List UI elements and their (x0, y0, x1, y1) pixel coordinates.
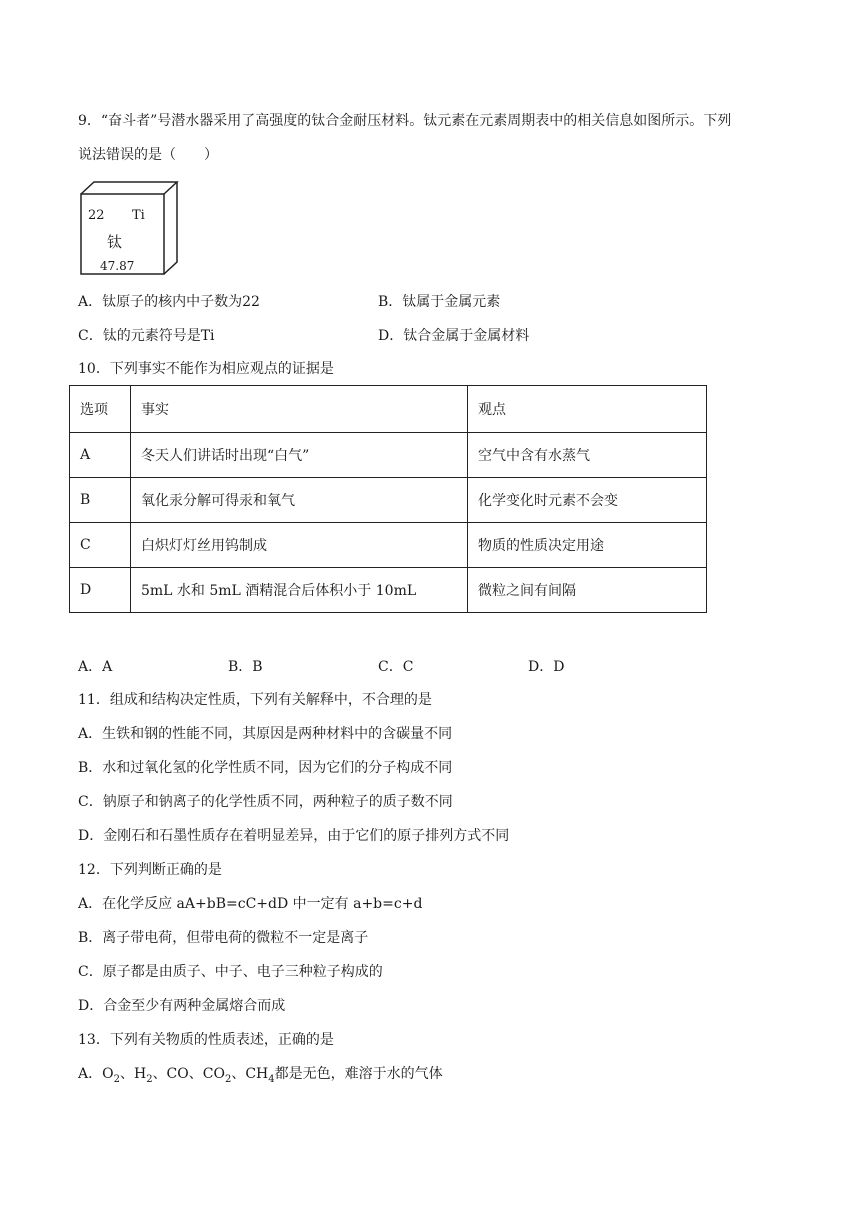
table-cell: 氧化汞分解可得汞和氧气 (131, 478, 468, 523)
q10-option-c: C．C (378, 659, 414, 675)
table-row (70, 433, 707, 478)
evidence-table (69, 385, 707, 613)
subscript: 2 (113, 1073, 120, 1085)
table-row (70, 568, 707, 613)
q10-option-d: D．D (528, 659, 565, 675)
q9-stem-line1: 9．“奋斗者”号潜水器采用了高强度的钛合金耐压材料。钛元素在元素周期表中的相关信息如图所示。下列 (78, 113, 732, 129)
table-cell: B (70, 478, 131, 523)
table-cell: 冬天人们讲话时出现“白气” (131, 433, 468, 478)
q12-option-a: A．在化学反应 aA+bB=cC+dD 中一定有 a+b=c+d (78, 896, 423, 912)
q11-option-d: D．金刚石和石墨性质存在着明显差异，由于它们的原子排列方式不同 (78, 828, 510, 844)
q10-option-a: A．A (78, 659, 113, 675)
subscript: 2 (146, 1073, 153, 1085)
table-cell: D (70, 568, 131, 613)
table-row (70, 523, 707, 568)
q9-option-b: B．钛属于金属元素 (378, 294, 501, 310)
element-symbol: Ti (132, 208, 145, 223)
table-header-cell: 选项 (70, 386, 131, 433)
table-cell: 化学变化时元素不会变 (468, 478, 707, 523)
table-cell: 物质的性质决定用途 (468, 523, 707, 568)
atomic-mass: 47.87 (100, 259, 135, 273)
q13-stem: 13．下列有关物质的性质表述，正确的是 (78, 1032, 334, 1048)
q10-stem: 10．下列事实不能作为相应观点的证据是 (78, 361, 334, 377)
q11-option-c: C．钠原子和钠离子的化学性质不同，两种粒子的质子数不同 (78, 794, 453, 810)
table-cell: C (70, 523, 131, 568)
table-cell: A (70, 433, 131, 478)
q9-stem-line2: 说法错误的是（ ） (78, 147, 218, 163)
q9-option-d: D．钛合金属于金属材料 (378, 328, 530, 344)
q12-stem: 12．下列判断正确的是 (78, 862, 222, 878)
table-row (70, 478, 707, 523)
subscript: 4 (268, 1073, 275, 1085)
q13-option-a-text: A．O (78, 1066, 114, 1082)
table-header-row (70, 386, 707, 433)
q9-option-c: C．钛的元素符号是Ti (78, 328, 215, 344)
q13-option-a-text: 都是无色，难溶于水的气体 (274, 1066, 443, 1082)
q12-option-b: B．离子带电荷，但带电荷的微粒不一定是离子 (78, 930, 369, 946)
table-cell: 微粒之间有间隔 (468, 568, 707, 613)
subscript: 2 (224, 1073, 232, 1085)
q11-option-b: B．水和过氧化氢的化学性质不同，因为它们的分子构成不同 (78, 760, 453, 776)
q11-stem: 11．组成和结构决定性质，下列有关解释中，不合理的是 (78, 692, 432, 708)
atomic-number: 22 (88, 208, 105, 223)
q13-option-a-text: 、H (119, 1066, 147, 1082)
table-header-cell: 观点 (468, 386, 707, 433)
q12-option-c: C．原子都是由质子、中子、电子三种粒子构成的 (78, 964, 383, 980)
q12-option-d: D．合金至少有两种金属熔合而成 (78, 998, 286, 1014)
q10-option-b: B．B (228, 659, 263, 675)
q9-option-a: A．钛原子的核内中子数为22 (78, 294, 260, 310)
q13-option-a-text: 、CO、CO (152, 1066, 225, 1082)
table-cell: 空气中含有水蒸气 (468, 433, 707, 478)
table-cell: 5mL 水和 5mL 酒精混合后体积小于 10mL (131, 568, 468, 613)
q11-option-a: A．生铁和钢的性能不同，其原因是两种材料中的含碳量不同 (78, 726, 453, 742)
table-cell: 白炽灯灯丝用钨制成 (131, 523, 468, 568)
q13-option-a (78, 1064, 443, 1090)
element-name: 钛 (107, 233, 123, 251)
titanium-element-card (80, 181, 184, 275)
table-header-cell: 事实 (131, 386, 468, 433)
q13-option-a-text: 、CH (231, 1066, 269, 1082)
